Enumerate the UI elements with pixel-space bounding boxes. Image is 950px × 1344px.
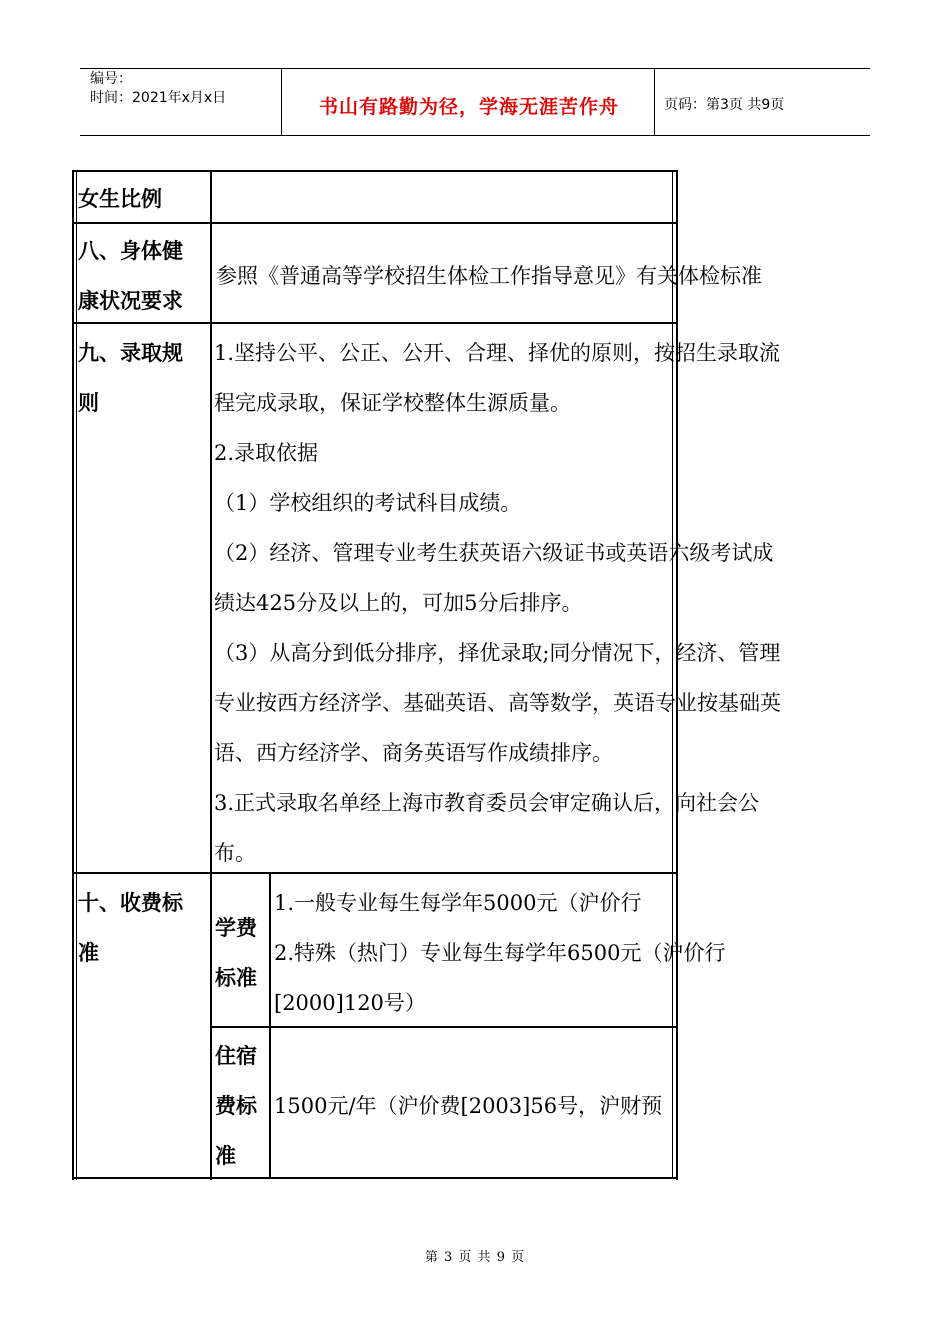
admission-line: 专业按西方经济学、基础英语、高等数学，英语专业按基础英 [214,691,781,715]
tuition-line: [2000]120号） [274,991,426,1015]
header-page-info: 页码：第3页 共9页 [664,97,785,113]
female-ratio-label: 女生比例 [78,187,162,211]
admission-line: 2.录取依据 [214,441,319,465]
table-rule-3 [72,872,678,874]
admission-line: 1.坚持公平、公正、公开、合理、择优的原则，按招生录取流 [214,341,781,365]
lodging-label-line-2: 费标 [215,1094,257,1118]
fees-label-line-1: 十、收费标 [78,891,183,915]
tuition-label-line-2: 标准 [215,966,257,990]
table-rule-bottom [72,1177,678,1179]
tuition-line: 2.特殊（热门）专业每生每学年6500元（沪价行 [274,941,726,965]
admission-line: （1）学校组织的考试科目成绩。 [214,491,522,515]
page-footer: 第 3 页 共 9 页 [424,1250,526,1265]
admission-line: 绩达425分及以上的，可加5分后排序。 [214,591,583,615]
header-top-rule [80,68,870,69]
document-number: 编号： [90,71,132,87]
tuition-label-line-1: 学费 [215,916,257,940]
tuition-line: 1.一般专业每生每学年5000元（沪价行 [274,891,642,915]
header-motto: 书山有路勤为径，学海无涯苦作舟 [318,96,619,118]
fees-label-line-2: 准 [78,941,99,965]
admission-line: （3）从高分到低分排序，择优录取;同分情况下，经济、管理 [214,641,781,665]
admission-line: （2）经济、管理专业考生获英语六级证书或英语六级考试成 [214,541,774,565]
admission-line: 3.正式录取名单经上海市教育委员会审定确认后，向社会公 [214,791,760,815]
admission-label-line-1: 九、录取规 [78,341,183,365]
admission-line: 程完成录取，保证学校整体生源质量。 [214,391,571,415]
header-divider-1 [281,68,282,136]
admission-label-line-2: 则 [78,391,99,415]
header-bottom-rule [80,135,870,136]
document-time: 时间：2021年x月x日 [90,90,227,106]
lodging-label-line-3: 准 [215,1144,236,1168]
admission-line: 布。 [214,841,256,865]
health-label-line-1: 八、身体健 [78,239,183,263]
table-rule-1 [72,222,678,224]
admission-line: 语、西方经济学、商务英语写作成绩排序。 [214,741,613,765]
header-divider-2 [654,68,655,136]
lodging-label-line-1: 住宿 [215,1044,257,1068]
lodging-fee-text: 1500元/年（沪价费[2003]56号，沪财预 [274,1094,663,1118]
table-rule-top [72,170,678,172]
header-meta [90,70,226,108]
health-label-line-2: 康状况要求 [78,289,183,313]
health-requirement-text: 参照《普通高等学校招生体检工作指导意见》有关体检标准 [216,264,762,288]
